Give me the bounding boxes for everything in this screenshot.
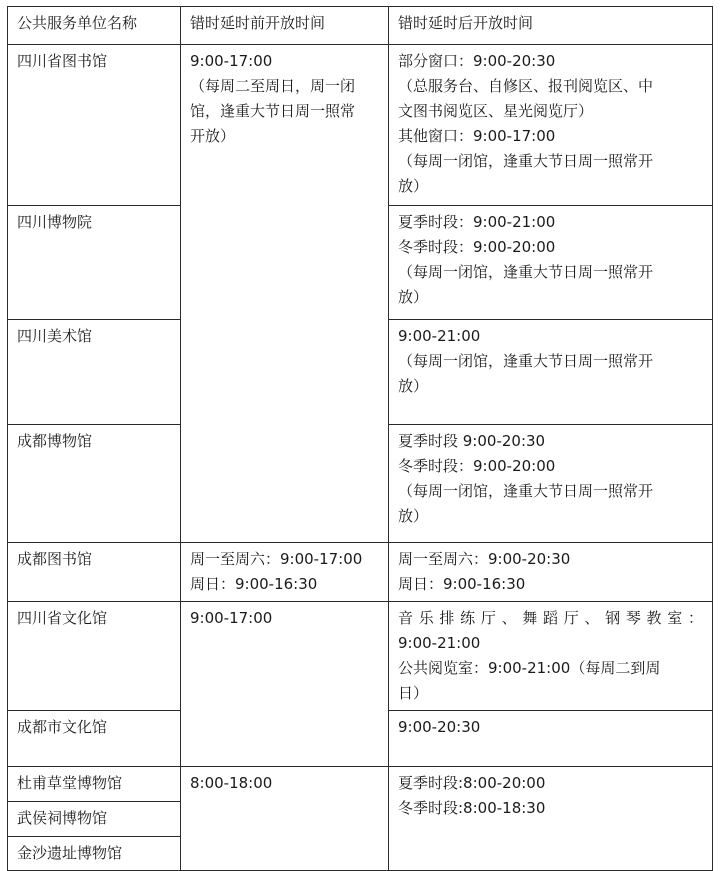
before-hours-cell	[181, 45, 389, 543]
cell-line: 文图书阅览区、星光阅览厅）	[398, 102, 594, 120]
table-header-row	[8, 7, 713, 45]
header-unit-name: 公共服务单位名称	[8, 7, 181, 45]
unit-name-cell: 金沙遗址博物馆	[8, 837, 181, 871]
cell-line: 9:00-17:00	[190, 609, 273, 627]
before-hours-cell	[181, 602, 389, 767]
unit-name-cell: 成都博物馆	[8, 425, 181, 543]
cell-line: 周一至周六：9:00-20:30	[398, 550, 571, 568]
cell-line: 公共阅览室：9:00-21:00（每周二到周	[398, 659, 661, 677]
cell-line: （每周二至周日，周一闭	[190, 77, 356, 95]
cell-line: （每周一闭馆，逢重大节日周一照常开	[398, 352, 654, 370]
opening-hours-table	[7, 6, 713, 871]
cell-line: 馆，逢重大节日周一照常	[190, 102, 356, 120]
cell-line: 夏季时段 9:00-20:30	[398, 432, 546, 450]
cell-line: 冬季时段：9:00-20:00	[398, 238, 556, 256]
cell-line: 夏季时段：9:00-21:00	[398, 213, 556, 231]
cell-line: 冬季时段：9:00-20:00	[398, 457, 556, 475]
cell-line: 9:00-20:30	[398, 718, 481, 736]
cell-line: 夏季时段:8:00-20:00	[398, 774, 546, 792]
unit-name-cell: 成都图书馆	[8, 543, 181, 602]
header-after-hours: 错时延时后开放时间	[389, 7, 713, 45]
cell-line: （每周一闭馆，逢重大节日周一照常开	[398, 152, 654, 170]
after-hours-cell	[389, 206, 713, 320]
cell-line: 周一至周六：9:00-17:00	[190, 550, 363, 568]
table-row	[8, 45, 713, 206]
unit-name-cell: 杜甫草堂博物馆	[8, 767, 181, 802]
cell-line: （每周一闭馆，逢重大节日周一照常开	[398, 263, 654, 281]
cell-line: 其他窗口：9:00-17:00	[398, 127, 556, 145]
cell-line: 放）	[398, 288, 429, 306]
cell-line: 9:00-21:00	[398, 634, 481, 652]
cell-line: （总服务台、自修区、报刊阅览区、中	[398, 77, 654, 95]
table-row	[8, 602, 713, 711]
unit-name-cell: 四川省文化馆	[8, 602, 181, 711]
after-hours-cell	[389, 320, 713, 425]
after-hours-cell	[389, 767, 713, 871]
unit-name-cell: 四川美术馆	[8, 320, 181, 425]
cell-line: 放）	[398, 507, 429, 525]
cell-line: 开放）	[190, 127, 236, 145]
cell-line: 音乐排练厅、舞蹈厅、钢琴教室：	[398, 609, 703, 627]
cell-line: 部分窗口：9:00-20:30	[398, 52, 556, 70]
before-hours-cell	[181, 543, 389, 602]
cell-line: 放）	[398, 377, 429, 395]
cell-line: 8:00-18:00	[190, 774, 273, 792]
table-row	[8, 767, 713, 802]
unit-name-cell: 四川省图书馆	[8, 45, 181, 206]
after-hours-cell	[389, 425, 713, 543]
cell-line: 周日：9:00-16:30	[398, 575, 526, 593]
cell-line: 9:00-17:00	[190, 52, 273, 70]
cell-line: 9:00-21:00	[398, 327, 481, 345]
cell-line: 冬季时段:8:00-18:30	[398, 799, 546, 817]
cell-line: 放）	[398, 177, 429, 195]
unit-name-cell: 武侯祠博物馆	[8, 802, 181, 837]
after-hours-cell	[389, 602, 713, 711]
cell-line: （每周一闭馆，逢重大节日周一照常开	[398, 482, 654, 500]
after-hours-cell	[389, 711, 713, 767]
after-hours-cell	[389, 543, 713, 602]
after-hours-cell	[389, 45, 713, 206]
cell-line: 周日：9:00-16:30	[190, 575, 318, 593]
cell-line: 日）	[398, 684, 429, 702]
unit-name-cell: 四川博物院	[8, 206, 181, 320]
before-hours-cell	[181, 767, 389, 871]
unit-name-cell: 成都市文化馆	[8, 711, 181, 767]
header-before-hours: 错时延时前开放时间	[181, 7, 389, 45]
table-row	[8, 543, 713, 602]
